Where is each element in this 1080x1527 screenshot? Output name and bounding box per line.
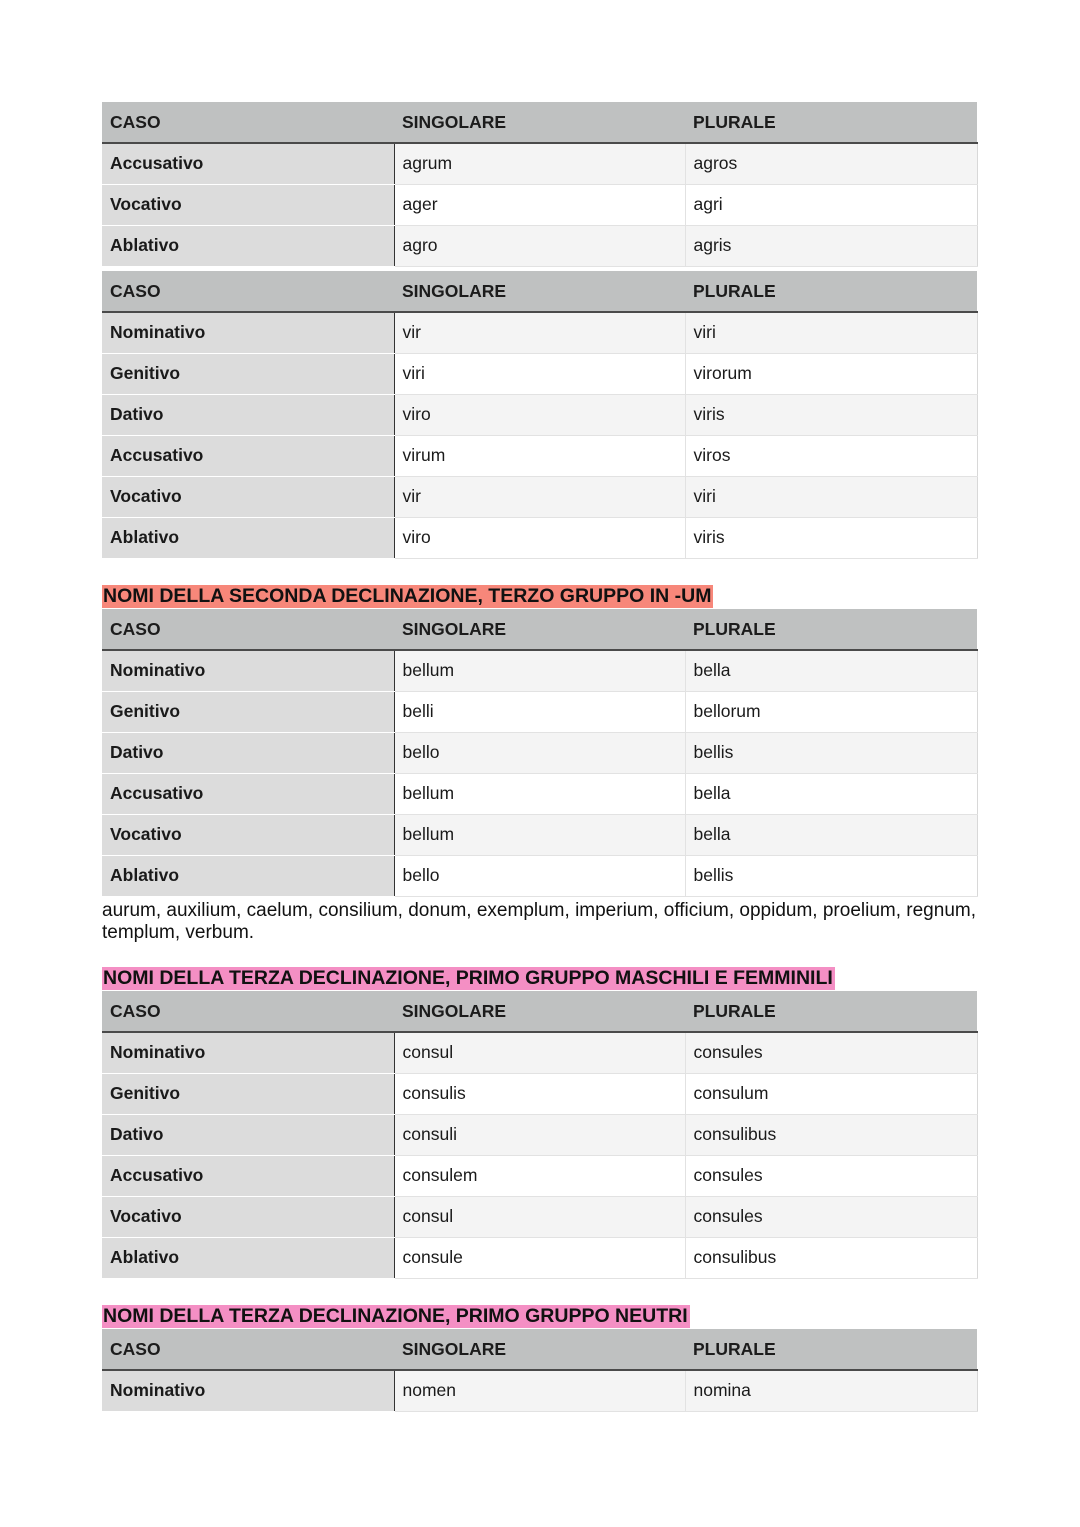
singular-cell: virum bbox=[394, 435, 685, 476]
table-header-row bbox=[102, 102, 977, 143]
header-singular: SINGOLARE bbox=[394, 102, 685, 143]
section-heading-second-um: NOMI DELLA SECONDA DECLINAZIONE, TERZO GRUPPO IN -UM bbox=[103, 585, 712, 607]
singular-cell: vir bbox=[394, 312, 685, 353]
table-row bbox=[102, 814, 977, 855]
plural-cell: bellis bbox=[685, 732, 977, 773]
table-block-bellum bbox=[102, 609, 977, 897]
table-block-agrum bbox=[102, 102, 977, 267]
plural-cell: viri bbox=[685, 476, 977, 517]
declension-table bbox=[102, 609, 978, 897]
case-cell: Accusativo bbox=[102, 435, 394, 476]
case-cell: Vocativo bbox=[102, 184, 394, 225]
table-header-row bbox=[102, 991, 977, 1032]
plural-cell: agros bbox=[685, 143, 977, 184]
table-block-vir bbox=[102, 271, 977, 559]
header-singular: SINGOLARE bbox=[394, 609, 685, 650]
header-case: CASO bbox=[102, 271, 394, 312]
header-plural: PLURALE bbox=[685, 609, 977, 650]
table-row bbox=[102, 312, 977, 353]
case-cell: Nominativo bbox=[102, 1032, 394, 1073]
singular-cell: consule bbox=[394, 1237, 685, 1278]
case-cell: Dativo bbox=[102, 1114, 394, 1155]
table-row bbox=[102, 1196, 977, 1237]
header-plural: PLURALE bbox=[685, 102, 977, 143]
case-cell: Accusativo bbox=[102, 773, 394, 814]
table-row bbox=[102, 143, 977, 184]
header-plural: PLURALE bbox=[685, 991, 977, 1032]
singular-cell: viro bbox=[394, 517, 685, 558]
declension-table bbox=[102, 991, 978, 1279]
singular-cell: consulem bbox=[394, 1155, 685, 1196]
plural-cell: viris bbox=[685, 517, 977, 558]
declension-table bbox=[102, 271, 978, 559]
table-row bbox=[102, 435, 977, 476]
singular-cell: viri bbox=[394, 353, 685, 394]
case-cell: Genitivo bbox=[102, 353, 394, 394]
plural-cell: nomina bbox=[685, 1370, 977, 1411]
singular-cell: agrum bbox=[394, 143, 685, 184]
case-cell: Ablativo bbox=[102, 855, 394, 896]
singular-cell: nomen bbox=[394, 1370, 685, 1411]
plural-cell: consules bbox=[685, 1155, 977, 1196]
case-cell: Nominativo bbox=[102, 1370, 394, 1411]
header-case: CASO bbox=[102, 102, 394, 143]
table-header-row bbox=[102, 609, 977, 650]
plural-cell: consules bbox=[685, 1196, 977, 1237]
table-row bbox=[102, 225, 977, 266]
singular-cell: bellum bbox=[394, 650, 685, 691]
table-block-nomen bbox=[102, 1329, 977, 1412]
case-cell: Vocativo bbox=[102, 1196, 394, 1237]
header-singular: SINGOLARE bbox=[394, 1329, 685, 1370]
table-row bbox=[102, 394, 977, 435]
header-singular: SINGOLARE bbox=[394, 271, 685, 312]
plural-cell: consulibus bbox=[685, 1237, 977, 1278]
table-row bbox=[102, 773, 977, 814]
plural-cell: viris bbox=[685, 394, 977, 435]
case-cell: Dativo bbox=[102, 394, 394, 435]
header-case: CASO bbox=[102, 991, 394, 1032]
singular-cell: bellum bbox=[394, 773, 685, 814]
table-row bbox=[102, 855, 977, 896]
case-cell: Nominativo bbox=[102, 312, 394, 353]
singular-cell: consulis bbox=[394, 1073, 685, 1114]
case-cell: Vocativo bbox=[102, 814, 394, 855]
case-cell: Nominativo bbox=[102, 650, 394, 691]
singular-cell: consul bbox=[394, 1032, 685, 1073]
header-plural: PLURALE bbox=[685, 1329, 977, 1370]
table-row bbox=[102, 1155, 977, 1196]
singular-cell: bellum bbox=[394, 814, 685, 855]
case-cell: Vocativo bbox=[102, 476, 394, 517]
plural-cell: viri bbox=[685, 312, 977, 353]
section-heading-third-neuter: NOMI DELLA TERZA DECLINAZIONE, PRIMO GRUPPO NEUTRI bbox=[103, 1305, 688, 1327]
declension-table bbox=[102, 1329, 978, 1412]
table-header-row bbox=[102, 1329, 977, 1370]
plural-cell: agris bbox=[685, 225, 977, 266]
table-row bbox=[102, 476, 977, 517]
table-header-row bbox=[102, 271, 977, 312]
case-cell: Genitivo bbox=[102, 691, 394, 732]
plural-cell: bella bbox=[685, 650, 977, 691]
table-row bbox=[102, 691, 977, 732]
section-heading-third-masc-fem: NOMI DELLA TERZA DECLINAZIONE, PRIMO GRUPPO MASCHILI E FEMMINILI bbox=[103, 967, 833, 989]
case-cell: Ablativo bbox=[102, 517, 394, 558]
example-words-note: aurum, auxilium, caelum, consilium, donum, exemplum, imperium, officium, oppidum, proelium, regnum, templum, verbum. bbox=[102, 900, 976, 943]
plural-cell: consulibus bbox=[685, 1114, 977, 1155]
table-row bbox=[102, 732, 977, 773]
table-row bbox=[102, 1237, 977, 1278]
case-cell: Accusativo bbox=[102, 1155, 394, 1196]
table-row bbox=[102, 517, 977, 558]
table-row bbox=[102, 1073, 977, 1114]
singular-cell: bello bbox=[394, 732, 685, 773]
table-row bbox=[102, 184, 977, 225]
plural-cell: bella bbox=[685, 773, 977, 814]
plural-cell: virorum bbox=[685, 353, 977, 394]
case-cell: Dativo bbox=[102, 732, 394, 773]
table-row bbox=[102, 1032, 977, 1073]
header-case: CASO bbox=[102, 1329, 394, 1370]
plural-cell: consulum bbox=[685, 1073, 977, 1114]
plural-cell: bella bbox=[685, 814, 977, 855]
case-cell: Genitivo bbox=[102, 1073, 394, 1114]
table-row bbox=[102, 1370, 977, 1411]
singular-cell: vir bbox=[394, 476, 685, 517]
plural-cell: bellis bbox=[685, 855, 977, 896]
header-singular: SINGOLARE bbox=[394, 991, 685, 1032]
plural-cell: consules bbox=[685, 1032, 977, 1073]
singular-cell: viro bbox=[394, 394, 685, 435]
table-row bbox=[102, 650, 977, 691]
table-block-consul bbox=[102, 991, 977, 1279]
singular-cell: belli bbox=[394, 691, 685, 732]
singular-cell: agro bbox=[394, 225, 685, 266]
case-cell: Ablativo bbox=[102, 225, 394, 266]
singular-cell: consul bbox=[394, 1196, 685, 1237]
header-plural: PLURALE bbox=[685, 271, 977, 312]
plural-cell: agri bbox=[685, 184, 977, 225]
table-row bbox=[102, 353, 977, 394]
plural-cell: viros bbox=[685, 435, 977, 476]
singular-cell: ager bbox=[394, 184, 685, 225]
table-row bbox=[102, 1114, 977, 1155]
header-case: CASO bbox=[102, 609, 394, 650]
declension-table bbox=[102, 102, 978, 267]
plural-cell: bellorum bbox=[685, 691, 977, 732]
singular-cell: bello bbox=[394, 855, 685, 896]
singular-cell: consuli bbox=[394, 1114, 685, 1155]
case-cell: Accusativo bbox=[102, 143, 394, 184]
case-cell: Ablativo bbox=[102, 1237, 394, 1278]
